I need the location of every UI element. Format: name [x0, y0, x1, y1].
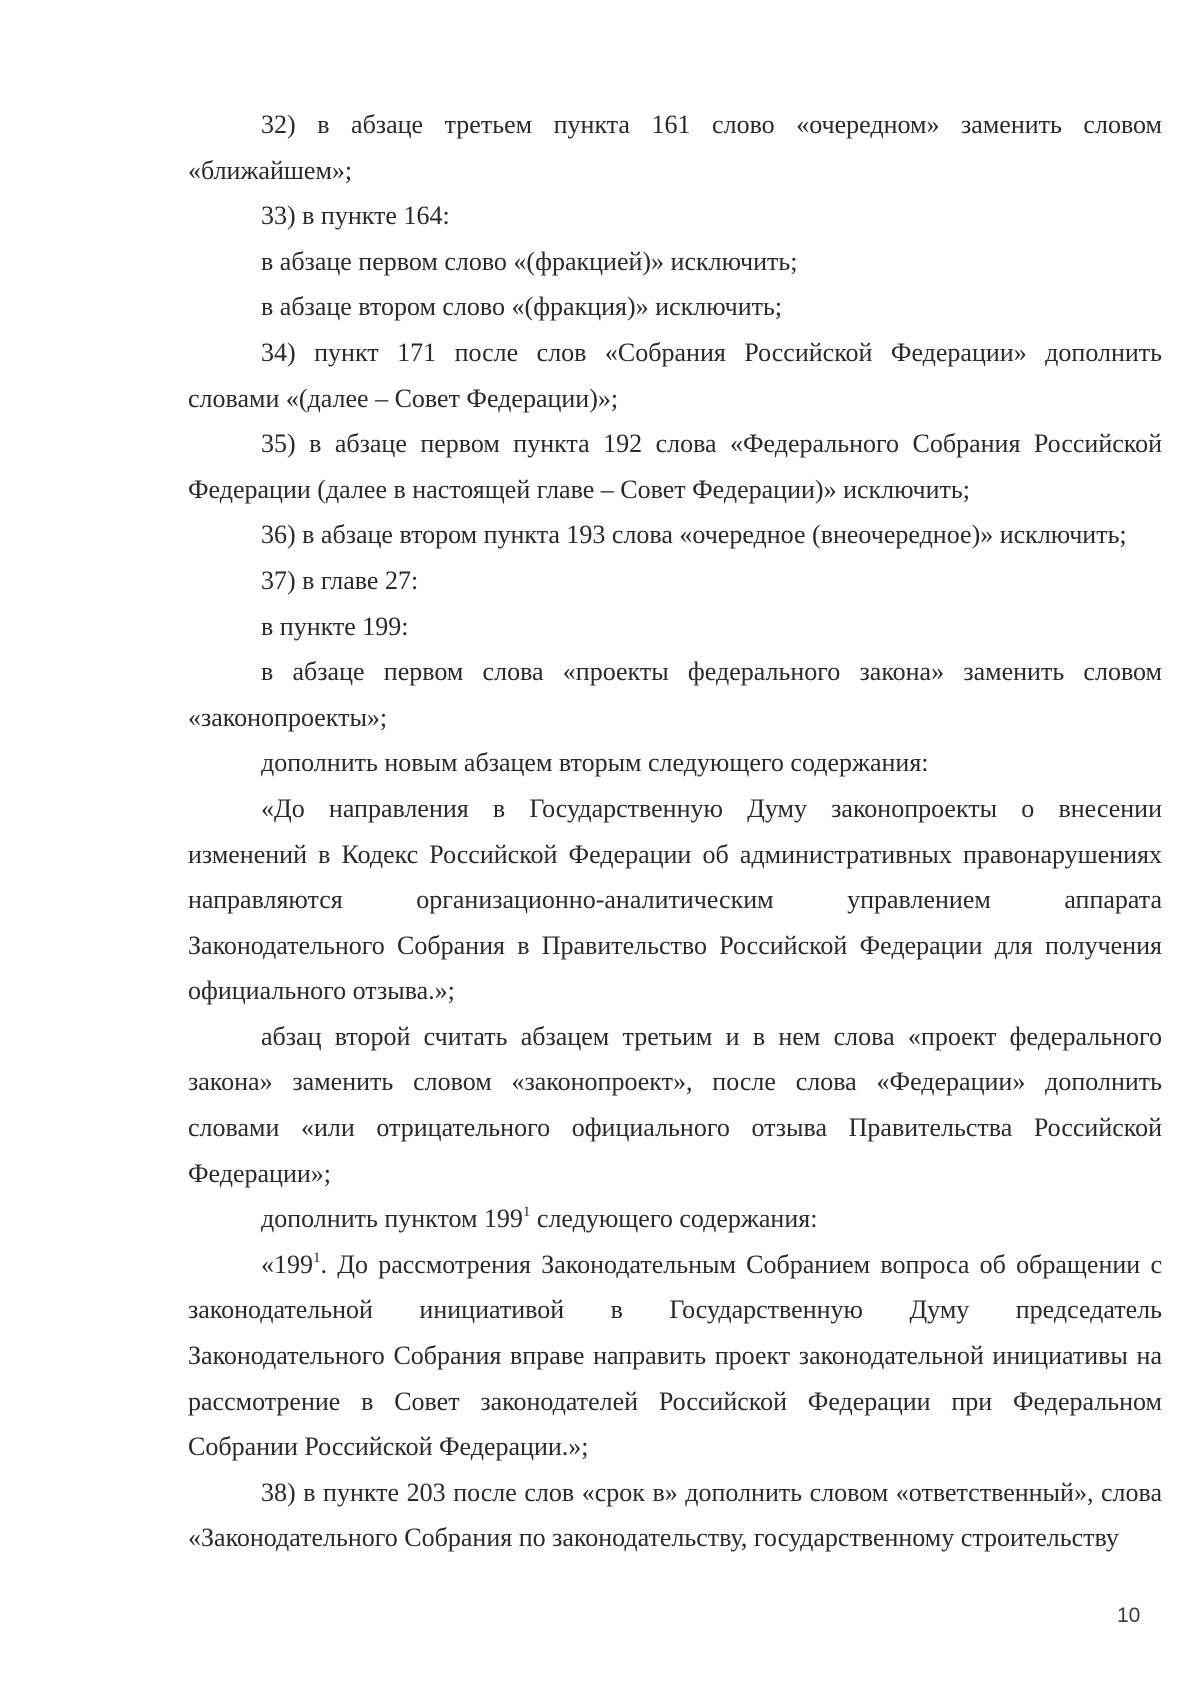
text-segment: дополнить пунктом 199: [261, 1204, 523, 1234]
amendment-subitem: в абзаце втором слово «(фракция)» исключить;: [261, 292, 783, 322]
superscript: 1: [522, 1204, 531, 1221]
amendment-subitem: в абзаце первом слово «(фракцией)» исключить;: [261, 246, 798, 276]
amendment-item-32: 32) в абзаце третьем пункта 161 слово «очередном» заменить словом «ближайшем»;: [188, 110, 1162, 185]
amendment-item-37: 37) в главе 27:: [261, 565, 419, 595]
amendment-subitem: [188, 1196, 1162, 1242]
amendment-subitem: в абзаце первом слова «проекты федерального закона» заменить словом «законопроекты»;: [188, 657, 1162, 732]
amendment-item-33: 33) в пункте 164:: [261, 201, 450, 231]
text-segment: «199: [261, 1249, 313, 1279]
amendment-item-34: 34) пункт 171 после слов «Собрания Российской Федерации» дополнить словами «(далее – Совет Федерации)»;: [188, 337, 1162, 413]
text-segment: . До рассмотрения Законодательным Собранием вопроса об обращении с законодательной инициативой в Государственную Думу председатель Законодательного Собрания вправе направить проект законодательной инициативы на рассмотрение в Совет законодателей Российской Федерации при Федеральном Собрании Российской Федерации.»;: [188, 1249, 1162, 1462]
text-segment: следующего содержания:: [530, 1204, 818, 1234]
quoted-new-point: [188, 1242, 1162, 1470]
amendment-item-38: 38) в пункте 203 после слов «срок в» дополнить словом «ответственный», слова «Законодательного Собрания по законодательству, государственному строительству: [188, 1477, 1162, 1553]
amendment-subitem: абзац второй считать абзацем третьим и в нем слова «проект федерального закона» заменить словом «законопроект», после слова «Федерации» дополнить словами «или отрицательного официального отзыва Правительства Российской Федерации»;: [188, 1021, 1162, 1188]
amendment-item-35: 35) в абзаце первом пункта 192 слова «Федерального Собрания Российской Федерации (далее в настоящей главе – Совет Федерации)» исключить;: [188, 429, 1162, 504]
amendment-item-36: 36) в абзаце втором пункта 193 слова «очередное (внеочередное)» исключить;: [261, 520, 1127, 550]
quoted-new-paragraph: «До направления в Государственную Думу законопроекты о внесении изменений в Кодекс Российской Федерации об административных правонарушениях направляются организационно-аналитическим управлением аппарата Законодательного Собрания в Правительство Российской Федерации для получения официального отзыва.»;: [188, 793, 1162, 1006]
superscript: 1: [313, 1249, 321, 1266]
amendment-subitem: дополнить новым абзацем вторым следующего содержания:: [261, 748, 929, 778]
page-number: 10: [1117, 1604, 1141, 1627]
document-body: [188, 102, 1162, 1561]
amendment-subitem: в пункте 199:: [261, 611, 409, 641]
